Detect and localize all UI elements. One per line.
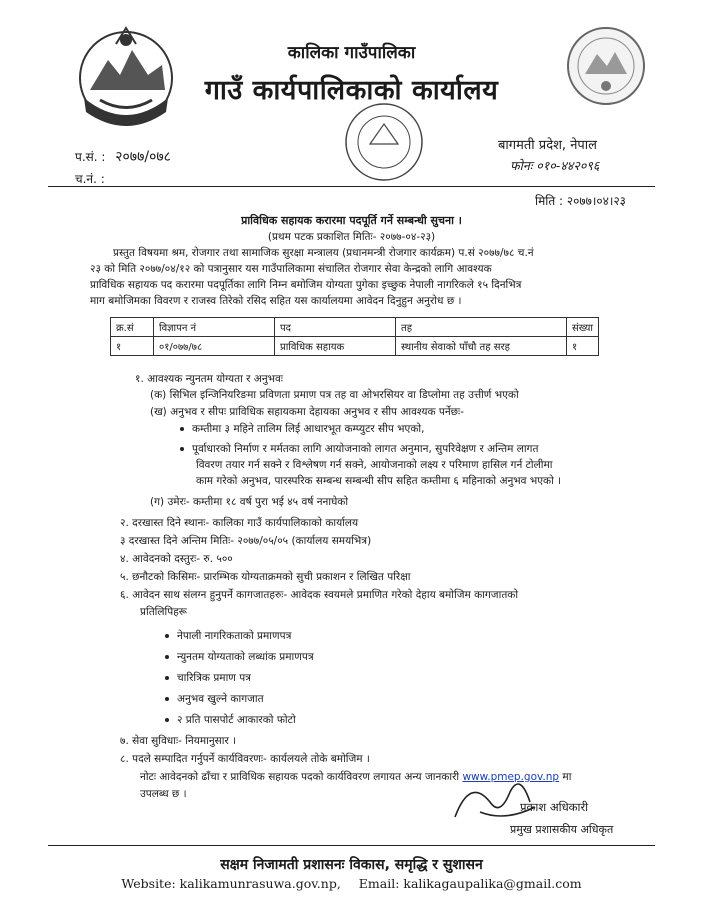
bullet-icon <box>165 655 169 659</box>
footer-email: Email: kalikagaupalika@gmail.com <box>358 876 582 891</box>
ref-no-value: २०७७/०७८ <box>115 149 171 165</box>
item-6: ६. आवेदन साथ संलग्न हुनुपर्ने कागजातहरुः- आवेदक स्वयमले प्रमाणित गरेको देहाय बमोजिम कागजातको <box>120 589 519 601</box>
note-line-2: उपलब्ध छ । <box>140 788 187 800</box>
signatory-designation: प्रमुख प्रशासकीय अधिकृत <box>510 823 614 836</box>
date: मिति : २०७७।०४।२३ <box>535 194 626 208</box>
ref-no-label: प.सं. : <box>75 150 106 164</box>
cell-post: प्राविधिक सहायक <box>275 337 396 356</box>
dispatch-label: च.नं. : <box>75 172 105 186</box>
item-1: १. आवश्यक न्युनतम योग्यता र अनुभवः <box>135 373 283 385</box>
bullet-icon <box>165 676 169 680</box>
bullet-icon <box>165 718 169 722</box>
municipality-logo-icon <box>565 22 647 110</box>
col-post: पद <box>275 318 396 337</box>
item-1c: (ग) उमेरः- कम्तीमा १८ वर्ष पुरा भई ४५ वर्ष ननाघेको <box>150 496 349 508</box>
header-divider <box>48 186 655 187</box>
doc-item-text: अनुभव खुल्ने कागजात <box>177 693 264 705</box>
bullet-icon <box>180 447 184 451</box>
doc-item-text: २ प्रति पासपोर्ट आकारको फोटो <box>177 714 296 726</box>
item-1b-2 <box>180 442 538 456</box>
col-ad-no: विज्ञापन नं <box>154 318 275 337</box>
body-line-3: प्राविधिक सहायक पद करारमा पदपूर्तिका लागि निम्न बमोजिम योग्यता पुगेका इच्छुक नेपाली नागरिकले १५ दिनभित्र <box>90 279 522 291</box>
office-title: गाउँ कार्यपालिकाको कार्यालय <box>204 75 499 106</box>
footer-slogan: सक्षम निजामती प्रशासनः विकास, समृद्धि र सुशासन <box>220 857 483 873</box>
doc-item <box>165 692 264 706</box>
cell-level: स्थानीय सेवाको पाँचौ तह सरह <box>396 337 567 356</box>
col-sn: क्र.सं <box>111 318 154 337</box>
body-line-4: माग बमोजिमका विवरण र राजस्व तिरेको रसिद सहित यस कार्यालयमा आवेदन दिनुहुन अनुरोध छ । <box>90 295 462 307</box>
item-1b-2-line-b: विवरण तयार गर्न सक्ने र विश्लेषण गर्न सक्ने, आयोजनाको लक्ष्य र परिमाण हासिल गर्न टोलीमा <box>196 459 553 471</box>
note-text: नोटः आवेदनको ढाँचा र प्राविधिक सहायक पदको कार्यविवरण लगायत अन्य जानकारी <box>140 771 460 783</box>
item-1b: (ख) अनुभव र सीपः प्राविधिक सहायकमा देहायका अनुभव र सीप आवश्यक पर्नेछः- <box>150 406 464 418</box>
item-6-cont: प्रतिलिपिहरू <box>140 606 187 618</box>
item-1b-2-line-c: काम गरेको अनुभव, पारस्परिक सम्बन्ध सम्बन्धी सीप सहित कम्तीमा ६ महिनाको अनुभव भएको । <box>196 475 562 487</box>
municipality-name: कालिका गाउँपालिका <box>287 43 416 63</box>
cell-sn: १ <box>111 337 154 356</box>
pmep-link[interactable]: www.pmep.gov.np <box>462 771 560 783</box>
item-1b-1 <box>180 422 424 436</box>
office-stamp <box>340 98 428 186</box>
footer-divider <box>48 845 655 846</box>
notice-subtitle: (प्रथम पटक प्रकाशित मितिः- २०७७-०४-२३) <box>267 231 436 243</box>
bullet-icon <box>165 697 169 701</box>
bullet-icon <box>180 427 184 431</box>
cell-count: १ <box>567 337 599 356</box>
item-5: ५. छनौटको किसिमः- प्रारम्भिक योग्यताक्रमको सुची प्रकाशन र लिखित परिक्षा <box>120 571 411 583</box>
doc-item-text: न्युनतम योग्यताको लब्धांक प्रमाणपत्र <box>177 651 314 663</box>
body-line-2: २३ को मिति २०७७/०४/१२ को पत्रानुसार यस गाउँपालिकामा संचालित रोजगार सेवा केन्द्रको लागि आवश्यक <box>90 263 492 275</box>
note-tail: मा <box>562 771 572 783</box>
table-header-row <box>111 318 599 337</box>
footer-website: Website: kalikamunrasuwa.gov.np, <box>121 876 341 891</box>
item-1a: (क) सिभिल इन्जिनियरिङमा प्रविणता प्रमाण पत्र तह वा ओभरसियर वा डिप्लोमा तह उत्तीर्ण भएको <box>150 389 519 401</box>
doc-item-text: चारित्रिक प्रमाण पत्र <box>177 672 251 684</box>
item-7: ७. सेवा सुविधाः- नियमानुसार । <box>120 735 237 747</box>
col-count: संख्या <box>567 318 599 337</box>
bullet-icon <box>165 634 169 638</box>
cell-ad-no: ०१/०७७/७८ <box>154 337 275 356</box>
doc-item <box>165 713 296 727</box>
item-3: ३ दरखास्त दिने अन्तिम मितिः- २०७७/०५/०५ (कार्यालय समयभित्र) <box>120 535 372 547</box>
item-2: २. दरखास्त दिने स्थानः- कालिका गाउँ कार्यपालिकाको कार्यालय <box>120 517 359 529</box>
item-8: ८. पदले सम्पादित गर्नुपर्ने कार्यविवरणः- कार्यलयले तोके बमोजिम । <box>120 753 370 765</box>
table-row <box>111 337 599 356</box>
col-level: तह <box>396 318 567 337</box>
footer-contact <box>0 876 703 891</box>
notice-title: प्राविधिक सहायक करारमा पदपूर्ति गर्ने सम्बन्धी सुचना । <box>241 214 462 227</box>
body-line-1: प्रस्तुत विषयमा श्रम, रोजगार तथा सामाजिक सुरक्षा मन्त्रालय (प्रधानमन्त्री रोजगार कार्यक्रम) प.सं २०७७/७८ च.नं <box>113 247 534 259</box>
phone: फोनः ०१०-४४२०९६ <box>510 158 600 173</box>
doc-item <box>165 671 251 685</box>
doc-item-text: नेपाली नागरिकताको प्रमाणपत्र <box>177 630 292 642</box>
doc-item <box>165 629 291 643</box>
ref-no-row <box>75 147 171 166</box>
province: बागमती प्रदेश, नेपाल <box>498 138 597 153</box>
item-1b-2-text-a: पूर्वाधारको निर्माण र मर्मतका लागि आयोजनाको लागत अनुमान, सुपरिवेक्षण र अन्तिम लागत <box>192 443 539 455</box>
signatory-name: प्रकाश अधिकारी <box>520 800 589 814</box>
doc-item <box>165 650 314 664</box>
item-1b-1-text: कम्तीमा ३ महिने तालिम लिई आधारभूत कम्प्युटर सीप भएको, <box>192 423 425 435</box>
vacancy-table <box>110 317 599 356</box>
item-4: ४. आवेदनको दस्तुरः- रु. ५०० <box>120 553 233 565</box>
